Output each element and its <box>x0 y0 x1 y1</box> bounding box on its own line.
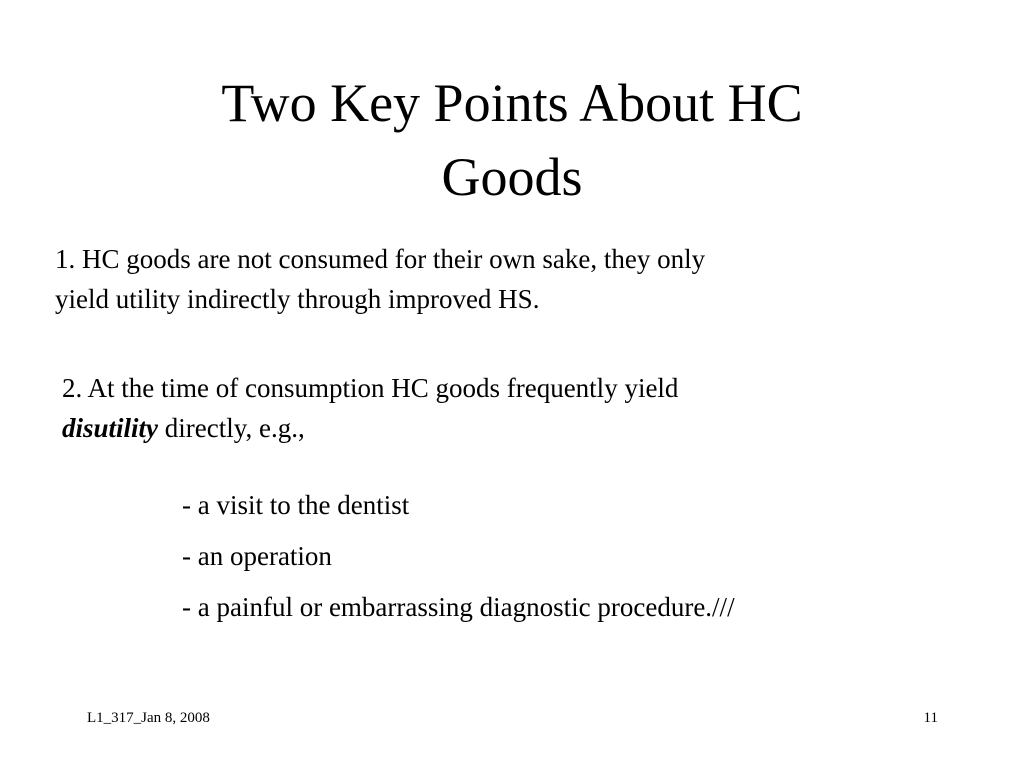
example-item: - an operation <box>182 541 332 571</box>
footer-date-label: L1_317_Jan 8, 2008 <box>87 710 210 726</box>
example-item: - a visit to the dentist <box>182 490 410 520</box>
key-point-1-line-1: 1. HC goods are not consumed for their own sake, they only <box>55 244 706 274</box>
title-line-2: Goods <box>441 147 583 207</box>
key-point-2-line-1: 2. At the time of consumption HC goods frequently yield <box>62 373 679 403</box>
slide-number: 11 <box>923 710 938 726</box>
examples-list <box>182 484 982 637</box>
key-point-2-line-2-rest: directly, e.g., <box>158 413 305 443</box>
key-point-1 <box>55 239 955 319</box>
key-point-1-line-2: yield utility indirectly through improved HS. <box>55 284 540 314</box>
title-line-1: Two Key Points About HC <box>221 73 803 133</box>
key-point-2-line-2 <box>62 408 962 448</box>
key-point-2 <box>62 368 962 448</box>
disutility-emphasis: disutility <box>62 413 159 443</box>
slide-title <box>100 66 924 214</box>
example-item: - a painful or embarrassing diagnostic procedure./// <box>182 592 735 622</box>
